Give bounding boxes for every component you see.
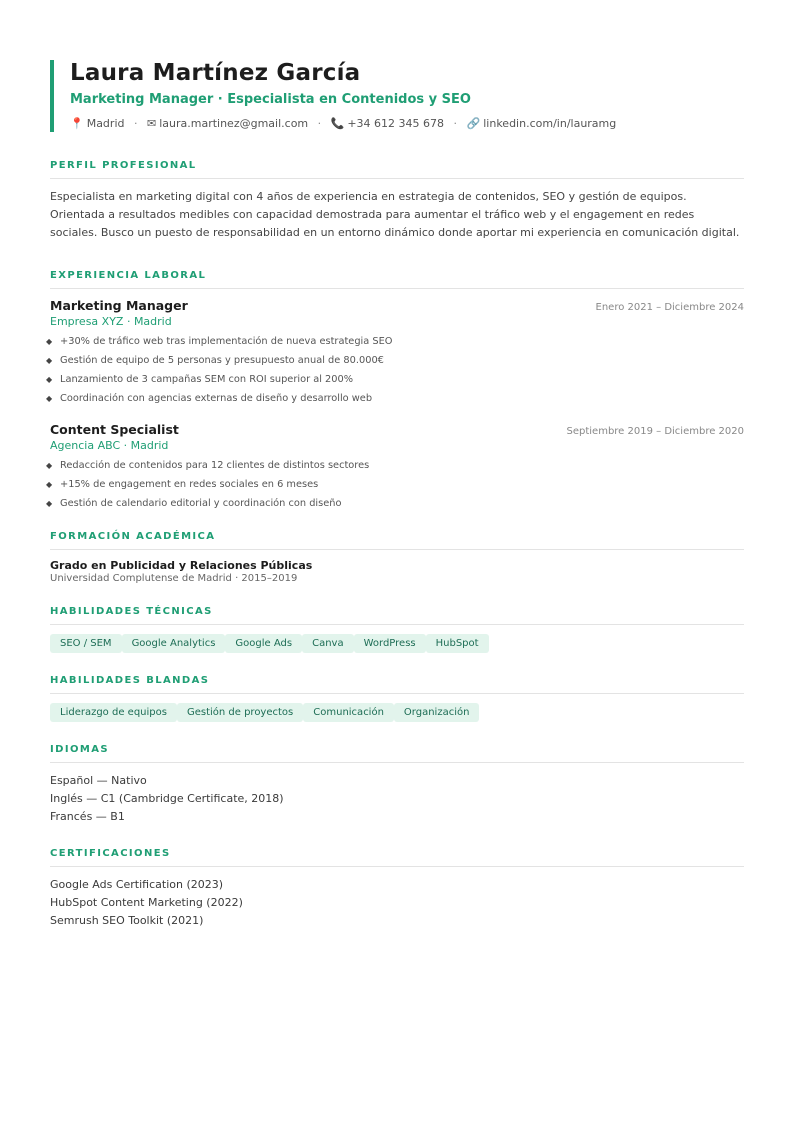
certifications-section — [50, 848, 744, 930]
profile-section — [50, 160, 744, 242]
job-bullets — [46, 332, 744, 408]
bullet-icon: ◆ — [46, 337, 53, 346]
job-bullet: ◆ +30% de tráfico web tras implementación de nueva estrategia SEO — [50, 332, 744, 351]
soft-skill-tags — [50, 703, 744, 722]
education-meta: Universidad Complutense de Madrid · 2015–2019 — [50, 573, 298, 584]
language-list — [50, 772, 744, 826]
skill-tag: Organización — [394, 703, 480, 722]
candidate-title: Marketing Manager · Especialista en Contenidos y SEO — [70, 92, 471, 107]
bullet-icon: ◆ — [46, 480, 53, 489]
candidate-name: Laura Martínez García — [70, 60, 361, 86]
job-entry — [46, 298, 744, 408]
job-entry — [46, 422, 744, 513]
contact-location: Madrid — [86, 117, 125, 130]
job-role: Content Specialist — [50, 422, 179, 437]
language-item: Español — Nativo — [50, 774, 147, 787]
language-item: Inglés — C1 (Cambridge Certificate, 2018) — [50, 792, 284, 805]
bullet-icon: ◆ — [46, 461, 53, 470]
experience-section — [46, 270, 744, 513]
skill-tag: HubSpot — [426, 634, 489, 653]
section-heading: IDIOMAS — [50, 744, 744, 763]
job-bullet: ◆ Gestión de equipo de 5 personas y presupuesto anual de 80.000€ — [50, 351, 744, 370]
job-company: Empresa XYZ · Madrid — [50, 315, 172, 328]
bullet-icon: ◆ — [46, 356, 53, 365]
job-header — [50, 422, 744, 437]
skill-tag: WordPress — [354, 634, 426, 653]
job-bullet: ◆ Gestión de calendario editorial y coordinación con diseño — [50, 494, 744, 513]
link-icon: 🔗 — [466, 117, 481, 130]
job-dates: Septiembre 2019 – Diciembre 2020 — [566, 426, 744, 437]
skill-tag: Canva — [302, 634, 354, 653]
contact-separator: · — [317, 117, 322, 130]
contact-separator: · — [453, 117, 458, 130]
section-heading: HABILIDADES TÉCNICAS — [50, 606, 744, 625]
certification-item: Semrush SEO Toolkit (2021) — [50, 914, 204, 927]
job-company: Agencia ABC · Madrid — [50, 439, 169, 452]
contact-phone[interactable]: +34 612 345 678 — [347, 117, 445, 130]
tech-skill-tags — [50, 634, 744, 653]
contact-email[interactable]: laura.martinez@gmail.com — [159, 117, 309, 130]
languages-section — [50, 744, 744, 826]
certification-list — [50, 876, 744, 930]
job-dates: Enero 2021 – Diciembre 2024 — [595, 302, 744, 313]
job-role: Marketing Manager — [50, 298, 188, 313]
email-icon: ✉ — [146, 117, 157, 130]
job-bullet: ◆ +15% de engagement en redes sociales en 6 meses — [50, 475, 744, 494]
contact-line — [70, 117, 744, 130]
section-heading: FORMACIÓN ACADÉMICA — [50, 531, 744, 550]
resume-header — [50, 60, 744, 132]
skill-tag: Google Ads — [225, 634, 302, 653]
job-bullet: ◆ Coordinación con agencias externas de diseño y desarrollo web — [50, 389, 744, 408]
section-heading: HABILIDADES BLANDAS — [50, 675, 744, 694]
skill-tag: Google Analytics — [122, 634, 226, 653]
certification-item: Google Ads Certification (2023) — [50, 878, 224, 891]
phone-icon: 📞 — [330, 117, 345, 130]
location-pin-icon: 📍 — [70, 117, 84, 130]
section-heading: PERFIL PROFESIONAL — [50, 160, 744, 179]
profile-summary: Especialista en marketing digital con 4 años de experiencia en estrategia de contenidos, SEO y gestión de equipos. Orientada a resultados medibles con capacidad demostrada para aumentar el tráfico web y el engagement en redes sociales. Busco un puesto de responsabilidad en un entorno dinámico donde aportar mi experiencia en comunicación digital. — [50, 190, 740, 239]
language-item: Francés — B1 — [50, 810, 125, 823]
job-bullet: ◆ Redacción de contenidos para 12 clientes de distintos sectores — [50, 456, 744, 475]
job-bullet: ◆ Lanzamiento de 3 campañas SEM con ROI superior al 200% — [50, 370, 744, 389]
education-degree: Grado en Publicidad y Relaciones Públicas — [50, 559, 313, 572]
section-heading: EXPERIENCIA LABORAL — [50, 270, 744, 289]
bullet-icon: ◆ — [46, 394, 53, 403]
education-section — [50, 531, 744, 584]
skill-tag: Comunicación — [303, 703, 394, 722]
skill-tag: Liderazgo de equipos — [50, 703, 177, 722]
bullet-icon: ◆ — [46, 375, 53, 384]
skill-tag: SEO / SEM — [50, 634, 122, 653]
job-bullets — [46, 456, 744, 513]
contact-linkedin[interactable]: linkedin.com/in/lauramg — [483, 117, 617, 130]
bullet-icon: ◆ — [46, 499, 53, 508]
tech-skills-section — [50, 606, 744, 653]
job-header — [50, 298, 744, 313]
contact-separator: · — [133, 117, 138, 130]
skill-tag: Gestión de proyectos — [177, 703, 303, 722]
certification-item: HubSpot Content Marketing (2022) — [50, 896, 243, 909]
section-heading: CERTIFICACIONES — [50, 848, 744, 867]
soft-skills-section — [50, 675, 744, 722]
